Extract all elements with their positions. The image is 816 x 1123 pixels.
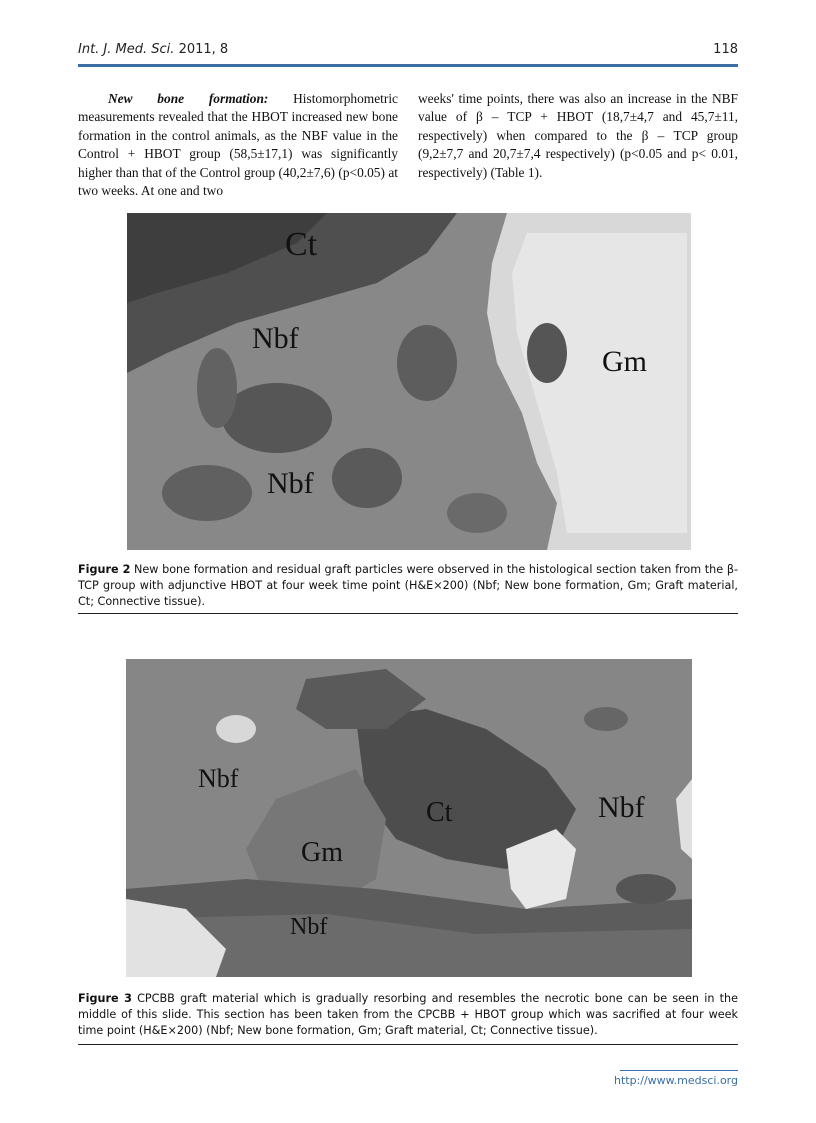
journal-name: Int. J. Med. Sci. 2011, 8: [78, 42, 229, 57]
figure-3-caption-label: Figure 3: [78, 992, 132, 1005]
header-rule: [78, 64, 738, 67]
label-nbf-bottom: Nbf: [267, 467, 314, 500]
figure-2-caption: [78, 562, 738, 610]
figure-3-caption-text: CPCBB graft material which is gradually resorbing and resembles the necrotic bone can be seen in the middle of this slide. This section has been taken from the CPCBB + HBOT group which was sacrified at four week time point (H&E×200) (Nbf; New bone formation, Gm; Graft material, Ct; Connective tissue).: [78, 992, 739, 1037]
body-column-right: weeks' time points, there was also an increase in the NBF value of β – TCP + HBOT (18,7±4,7 and 45,7±11, respectively) when compared to the β – TCP group (9,2±7,7 and 20,7±7,4 respectively) (p<0.05 and p< 0.01, respectively) (Table 1).: [418, 91, 738, 180]
label-gm: Gm: [301, 837, 343, 868]
section-lead: New bone formation:: [108, 91, 269, 106]
figure-2-micrograph: [127, 213, 691, 550]
figure-3-image: [126, 659, 692, 977]
figure-3-micrograph: [126, 659, 692, 977]
footer-url[interactable]: http://www.medsci.org: [613, 1074, 738, 1087]
figure-2-caption-text: New bone formation and residual graft particles were observed in the histological section taken from the β-TCP group with adjunctive HBOT at four week time point (H&E×200) (Nbf; New bone formation, Gm; Graft material, Ct; Connective tissue).: [78, 563, 738, 608]
label-nbf-top: Nbf: [252, 322, 299, 355]
figure-2-image: [127, 213, 691, 550]
label-ct: Ct: [426, 797, 453, 828]
figure-2-rule: [78, 613, 738, 614]
page-number: 118: [713, 42, 738, 57]
body-column-left: [78, 90, 398, 200]
label-ct: Ct: [285, 226, 318, 263]
figure-2-caption-label: Figure 2: [78, 563, 131, 576]
paragraph-left: Histomorphometric measurements revealed that the HBOT increased new bone formation in the control animals, as the NBF value in the Control + HBOT group (58,5±17,1) was significantly higher than that of the Control group (40,2±7,6) (p<0.05) at two weeks. At one and two: [78, 91, 398, 199]
label-nbf-right: Nbf: [598, 791, 645, 824]
running-header: [78, 42, 738, 64]
footer-rule: [620, 1070, 738, 1071]
figure-3-caption: [78, 991, 738, 1039]
label-nbf-bottom: Nbf: [290, 914, 328, 940]
label-nbf-left: Nbf: [198, 764, 239, 793]
figure-3-rule: [78, 1044, 738, 1045]
label-gm: Gm: [602, 345, 647, 378]
